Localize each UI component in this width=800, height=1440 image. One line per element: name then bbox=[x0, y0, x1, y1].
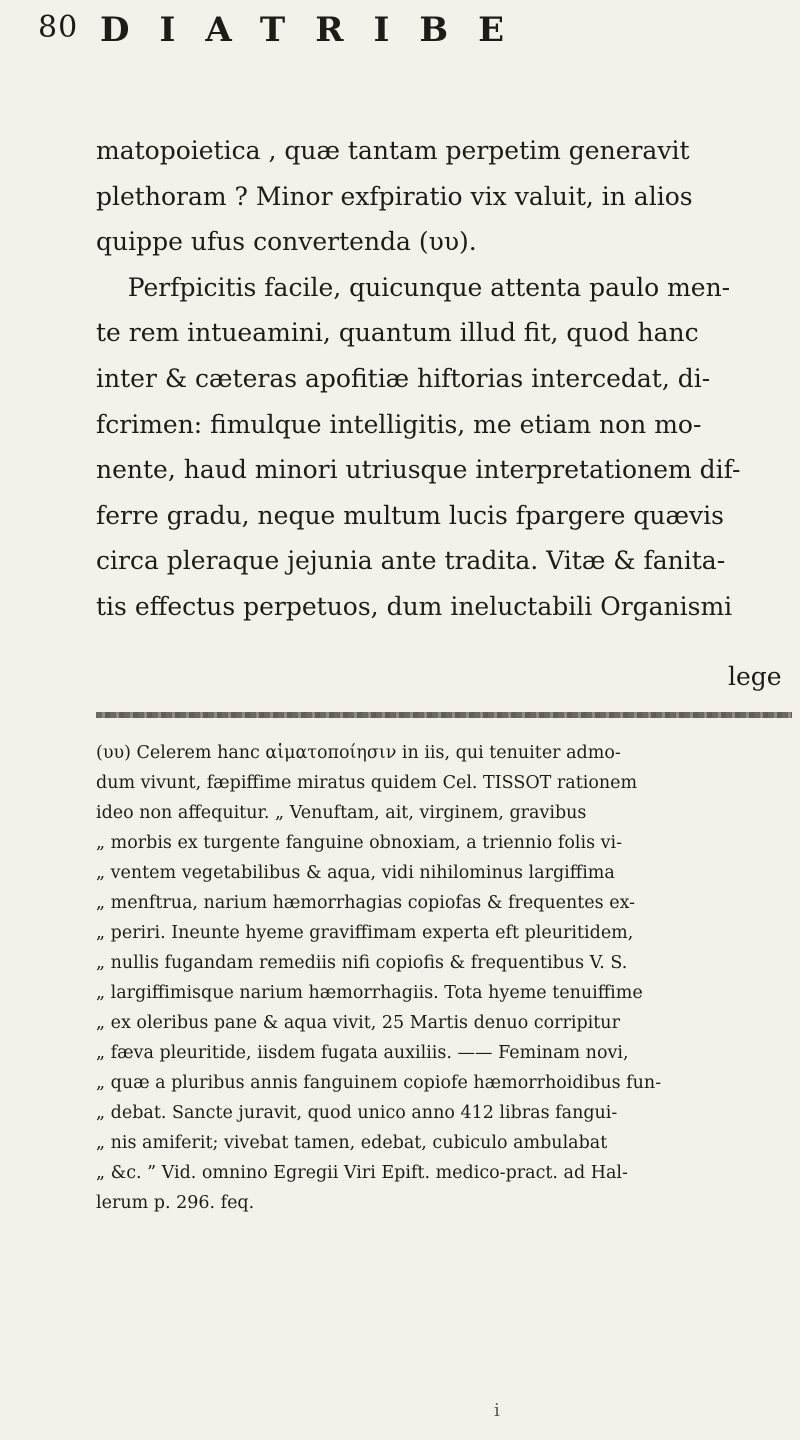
text-line: te rem intueamini, quantum illud fit, quod hanc bbox=[96, 318, 699, 348]
footnote-line: „ fæva pleuritide, iisdem fugata auxiliis. —— Feminam novi, bbox=[96, 1043, 629, 1063]
text-line: matopoietica , quæ tantam perpetim generavit bbox=[96, 136, 690, 165]
footnote-line: (υυ) Celerem hanc αἱματοποίησιν in iis, qui tenuiter admo- bbox=[96, 743, 621, 763]
footnote-line: „ ventem vegetabilibus & aqua, vidi nihilominus largiffima bbox=[96, 863, 615, 883]
page-number: 80 bbox=[38, 10, 79, 45]
text-line: ferre gradu, neque multum lucis fpargere quævis bbox=[96, 500, 724, 530]
text-line: inter & cæteras apofitiæ hiftorias intercedat, di- bbox=[96, 363, 711, 393]
footnote-line: „ &c. ” Vid. omnino Egregii Viri Epift. medico-pract. ad Hal- bbox=[96, 1163, 628, 1183]
footnote-line: „ quæ a pluribus annis fanguinem copiofe hæmorrhoidibus fun- bbox=[96, 1073, 662, 1093]
footnote-line: „ debat. Sancte juravit, quod unico anno 412 libras fangui- bbox=[96, 1103, 618, 1123]
footnote-line: „ nis amiferit; vivebat tamen, edebat, cubiculo ambulabat bbox=[96, 1133, 608, 1153]
footnote bbox=[96, 738, 796, 1218]
footnote-line: „ menftrua, narium hæmorrhagias copiofas & frequentes ex- bbox=[96, 893, 636, 913]
text-line: quippe ufus convertenda (υυ). bbox=[96, 227, 477, 257]
text-line: circa pleraque jejunia ante tradita. Vitæ & fanita- bbox=[96, 546, 726, 576]
running-title: DIATRIBE bbox=[100, 10, 535, 50]
footnote-line: „ nullis fugandam remediis nifi copiofis & frequentibus V. S. bbox=[96, 953, 628, 973]
signature-mark: i bbox=[494, 1400, 500, 1421]
footnote-divider bbox=[96, 712, 792, 718]
text-line: tis effectus perpetuos, dum ineluctabili Organismi bbox=[96, 591, 733, 621]
text-line: plethoram ? Minor exfpiratio vix valuit, in alios bbox=[96, 181, 693, 211]
footnote-line: „ periri. Ineunte hyeme graviffimam experta eft pleuritidem, bbox=[96, 923, 634, 943]
footnote-line: „ ex oleribus pane & aqua vivit, 25 Martis denuo corripitur bbox=[96, 1013, 620, 1033]
text-line: Perfpicitis facile, quicunque attenta paulo men- bbox=[96, 272, 731, 302]
main-text bbox=[96, 128, 796, 630]
catchword: lege bbox=[728, 662, 782, 691]
footnote-line: lerum p. 296. feq. bbox=[96, 1193, 255, 1213]
text-line: fcrimen: fimulque intelligitis, me etiam non mo- bbox=[96, 409, 702, 439]
text-line: nente, haud minori utriusque interpretationem dif- bbox=[96, 455, 741, 485]
footnote-line: dum vivunt, fæpiffime miratus quidem Cel. TISSOT rationem bbox=[96, 773, 638, 793]
footnote-line: „ largiffimisque narium hæmorrhagiis. Tota hyeme tenuiffime bbox=[96, 983, 643, 1003]
footnote-line: ideo non affequitur. „ Venuftam, ait, virginem, gravibus bbox=[96, 803, 587, 823]
footnote-line: „ morbis ex turgente fanguine obnoxiam, a triennio folis vi- bbox=[96, 833, 623, 853]
